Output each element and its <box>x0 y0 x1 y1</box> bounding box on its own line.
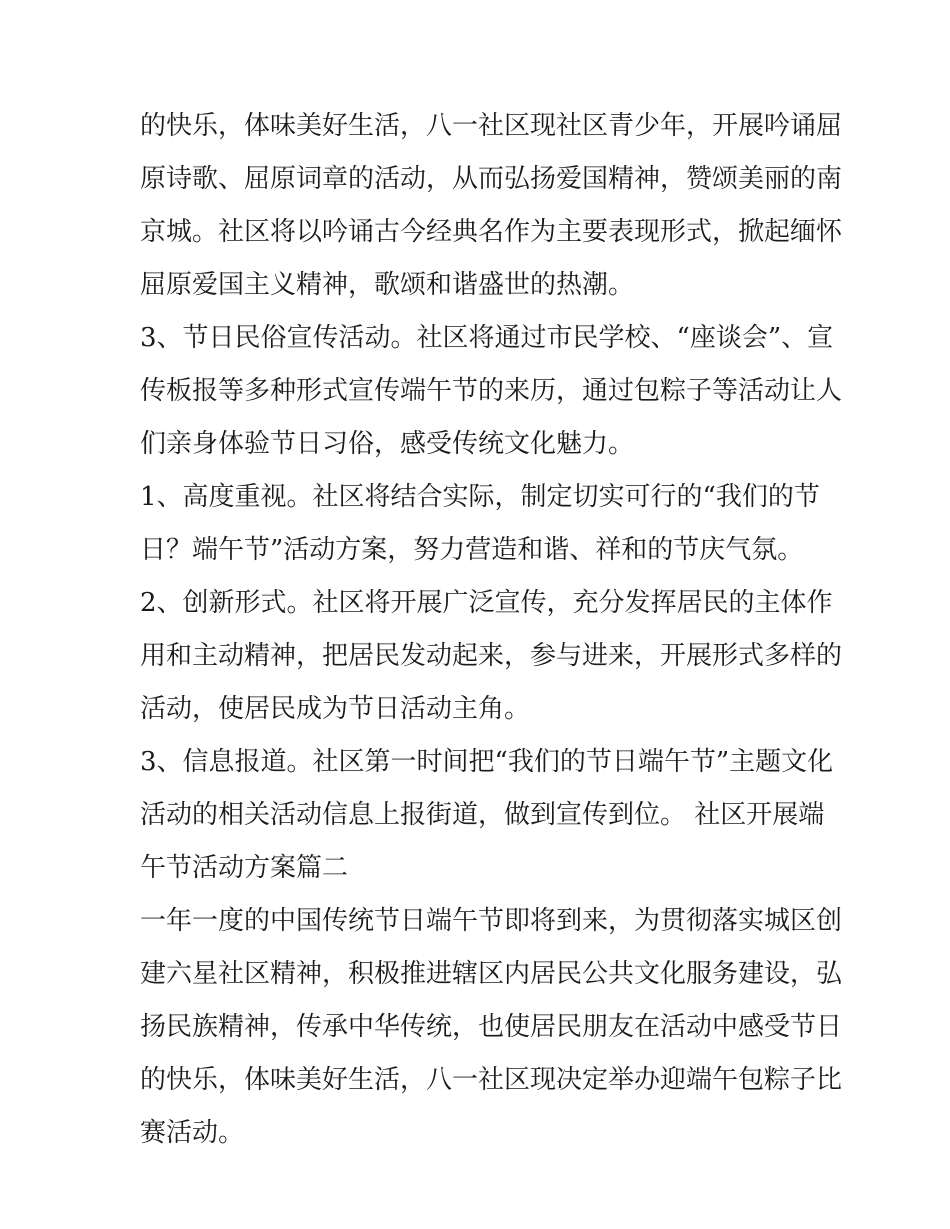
text-line: 扬民族精神，传承中华传统，也使居民朋友在活动中感受节日 <box>140 1012 843 1042</box>
text-line: 原诗歌、屈原词章的活动，从而弘扬爱国精神，赞颂美丽的南 <box>140 164 843 194</box>
text-line: 3、信息报道。社区第一时间把“我们的节日端午节”主题文化 <box>140 747 834 777</box>
text-line: 2、创新形式。社区将开展广泛宣传，充分发挥居民的主体作 <box>140 588 833 618</box>
text-line: 活动的相关活动信息上报街道，做到宣传到位。 社区开展端 <box>140 800 825 830</box>
text-line: 午节活动方案篇二 <box>140 853 349 883</box>
text-line: 传板报等多种形式宣传端午节的来历，通过包粽子等活动让人 <box>140 376 843 406</box>
text-line: 们亲身体验节日习俗，感受传统文化魅力。 <box>140 429 635 459</box>
text-line: 3、节日民俗宣传活动。社区将通过市民学校、“座谈会”、宣 <box>140 323 834 353</box>
text-line: 活动，使居民成为节日活动主角。 <box>140 694 531 724</box>
text-line: 一年一度的中国传统节日端午节即将到来，为贯彻落实城区创 <box>140 906 843 936</box>
text-line: 的快乐，体味美好生活，八一社区现决定举办迎端午包粽子比 <box>140 1065 843 1095</box>
text-line: 建六星社区精神，积极推进辖区内居民公共文化服务建设，弘 <box>140 959 843 989</box>
text-line: 京城。社区将以吟诵古今经典名作为主要表现形式，掀起缅怀 <box>140 217 843 247</box>
text-line: 赛活动。 <box>140 1118 245 1148</box>
text-line: 的快乐，体味美好生活，八一社区现社区青少年，开展吟诵屈 <box>140 111 843 141</box>
text-line: 日？端午节”活动方案，努力营造和谐、祥和的节庆气氛。 <box>140 535 804 565</box>
text-line: 屈原爱国主义精神，歌颂和谐盛世的热潮。 <box>140 270 635 300</box>
text-line: 1、高度重视。社区将结合实际，制定切实可行的“我们的节 <box>140 482 820 512</box>
text-line: 用和主动精神，把居民发动起来，参与进来，开展形式多样的 <box>140 641 843 671</box>
